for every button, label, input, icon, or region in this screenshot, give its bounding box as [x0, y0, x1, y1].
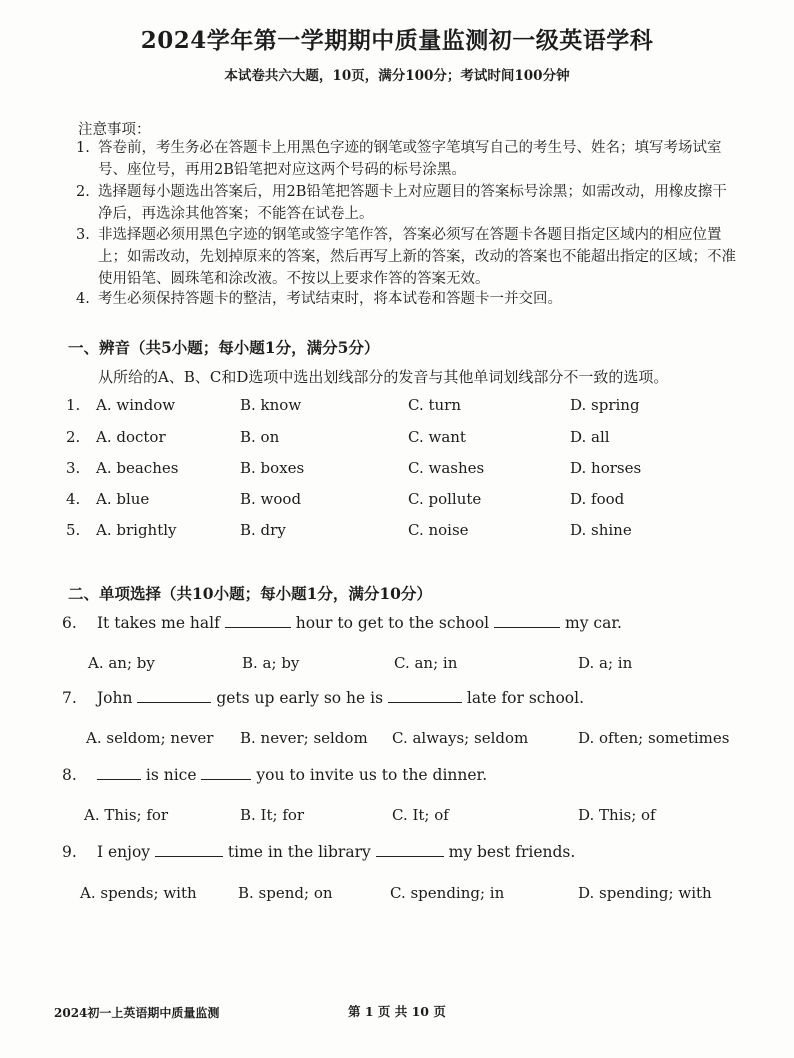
answer-blank	[201, 763, 251, 780]
notice-item	[76, 181, 736, 225]
answer-blank	[225, 611, 291, 628]
stem-text: It takes me half	[96, 614, 220, 632]
question-stem	[62, 840, 575, 861]
option-a: A. window	[96, 396, 176, 414]
exam-subtitle: 本试卷共六大题，10页，满分100分；考试时间100分钟	[224, 68, 570, 84]
section-instruction: 从所给的A、B、C和D选项中选出划线部分的发音与其他单词划线部分不一致的选项。	[98, 368, 669, 386]
stem-text: late for school.	[466, 689, 585, 707]
options-row	[0, 654, 794, 678]
option-d: D. food	[570, 490, 625, 508]
option-d: D. spending; with	[578, 884, 712, 902]
options-row	[0, 729, 794, 753]
notice-item-text: 非选择题必须用黑色字迹的钢笔或签字笔作答，答案必须写在答题卡各题目指定区域内的相应位置上；如需改动，先划掉原来的答案，然后再写上新的答案，改动的答案也不能超出指定的区域；不准使用铅笔、圆珠笔和涂改液。不按以上要求作答的答案无效。	[98, 227, 736, 287]
option-b: B. know	[240, 396, 302, 414]
answer-blank	[494, 611, 560, 628]
question-number: 4.	[66, 490, 81, 508]
answer-blank	[388, 686, 462, 703]
question-number: 6.	[62, 614, 77, 632]
notice-item-number: 4.	[76, 291, 90, 307]
stem-text: you to invite us to the dinner.	[256, 766, 488, 784]
question-number: 1.	[66, 396, 81, 414]
footer-page-number: 第 1 页 共 10 页	[348, 1004, 446, 1019]
options-row	[0, 806, 794, 830]
notice-item	[76, 288, 736, 310]
option-b: B. dry	[240, 521, 286, 539]
option-c: C. want	[408, 428, 466, 446]
notice-item-number: 3.	[76, 227, 90, 243]
option-d: D. horses	[570, 459, 642, 477]
stem-text: my car.	[565, 614, 622, 632]
option-a: A. doctor	[96, 428, 166, 446]
section-heading: 二、单项选择（共10小题；每小题1分，满分10分）	[68, 584, 432, 603]
stem-text: I enjoy	[96, 843, 151, 861]
option-d: D. spring	[570, 396, 640, 414]
option-c: C. an; in	[394, 654, 458, 672]
question-stem	[62, 611, 622, 632]
option-b: B. It; for	[240, 806, 305, 824]
option-a: A. seldom; never	[86, 729, 214, 747]
option-b: B. wood	[240, 490, 302, 508]
option-a: A. blue	[96, 490, 150, 508]
notice-item-text: 选择题每小题选出答案后，用2B铅笔把答题卡上对应题目的答案标号涂黑；如需改动，用橡皮擦干净后，再选涂其他答案；不能答在试卷上。	[98, 184, 727, 222]
answer-blank	[155, 840, 223, 857]
question-number: 7.	[62, 689, 77, 707]
notice-item	[76, 137, 736, 181]
answer-blank	[376, 840, 444, 857]
option-b: B. a; by	[242, 654, 300, 672]
option-b: B. boxes	[240, 459, 305, 477]
option-c: C. turn	[408, 396, 461, 414]
notice-heading: 注意事项：	[78, 122, 151, 138]
options-row	[0, 884, 794, 908]
notice-item	[76, 224, 736, 290]
question-stem	[62, 763, 487, 784]
option-d: D. all	[570, 428, 610, 446]
option-a: A. This; for	[84, 806, 169, 824]
question-number: 2.	[66, 428, 81, 446]
option-c: C. always; seldom	[392, 729, 529, 747]
notice-item-text: 答卷前，考生务必在答题卡上用黑色字迹的钢笔或签字笔填写自己的考生号、姓名；填写考场试室号、座位号，再用2B铅笔把对应这两个号码的标号涂黑。	[98, 140, 722, 178]
notice-item-number: 2.	[76, 184, 90, 200]
answer-blank	[137, 686, 211, 703]
stem-text: time in the library	[227, 843, 371, 861]
exam-title: 2024学年第一学期期中质量监测初一级英语学科	[140, 27, 654, 54]
question-row	[0, 459, 794, 483]
question-row	[0, 521, 794, 545]
stem-text: my best friends.	[448, 843, 576, 861]
question-number: 8.	[62, 766, 77, 784]
option-c: C. spending; in	[390, 884, 505, 902]
option-a: A. brightly	[96, 521, 177, 539]
stem-text: John	[96, 689, 133, 707]
option-a: A. spends; with	[80, 884, 197, 902]
notice-item-text: 考生必须保持答题卡的整洁，考试结束时，将本试卷和答题卡一并交回。	[98, 291, 562, 307]
option-a: A. an; by	[88, 654, 155, 672]
stem-text: is nice	[145, 766, 197, 784]
option-c: C. noise	[408, 521, 469, 539]
section-heading: 一、辨音（共5小题；每小题1分，满分5分）	[68, 338, 380, 357]
option-d: D. This; of	[578, 806, 656, 824]
notice-item-number: 1.	[76, 140, 90, 156]
option-a: A. beaches	[96, 459, 179, 477]
stem-text: hour to get to the school	[295, 614, 490, 632]
option-b: B. spend; on	[238, 884, 333, 902]
question-row	[0, 490, 794, 514]
option-c: C. washes	[408, 459, 485, 477]
question-number: 5.	[66, 521, 81, 539]
option-b: B. never; seldom	[240, 729, 368, 747]
question-row	[0, 428, 794, 452]
option-d: D. shine	[570, 521, 632, 539]
stem-text: gets up early so he is	[216, 689, 384, 707]
option-c: C. pollute	[408, 490, 482, 508]
question-stem	[62, 686, 584, 707]
question-number: 3.	[66, 459, 81, 477]
question-row	[0, 396, 794, 420]
option-c: C. It; of	[392, 806, 449, 824]
option-d: D. a; in	[578, 654, 633, 672]
option-b: B. on	[240, 428, 280, 446]
question-number: 9.	[62, 843, 77, 861]
footer-exam-name: 2024初一上英语期中质量监测	[54, 1006, 220, 1020]
option-d: D. often; sometimes	[578, 729, 730, 747]
answer-blank	[97, 763, 141, 780]
